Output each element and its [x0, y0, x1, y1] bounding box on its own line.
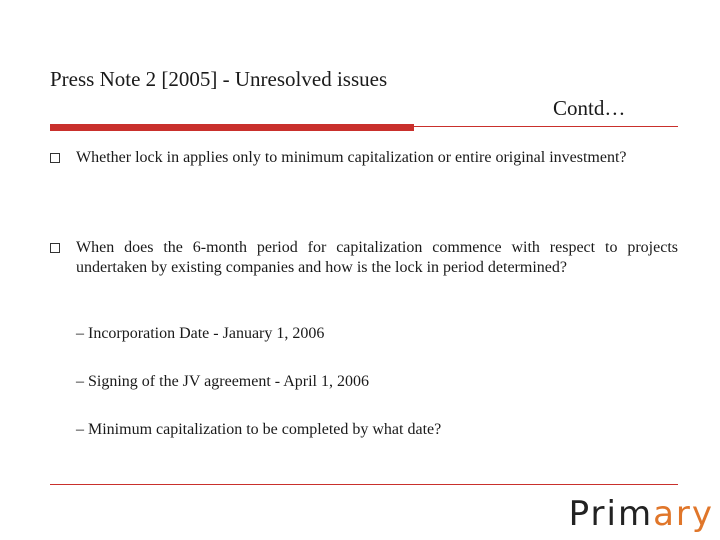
logo-part-orange: ary — [653, 494, 714, 534]
sub-item: – Signing of the JV agreement - April 1, 2006 — [76, 373, 369, 390]
square-bullet-icon — [50, 153, 60, 163]
bottom-divider — [50, 484, 678, 485]
logo-part-dark: Prim — [568, 494, 654, 534]
accent-bar — [50, 124, 414, 131]
bullet-item — [50, 238, 678, 278]
sub-item: – Minimum capitalization to be completed by what date? — [76, 421, 442, 438]
slide-title: Press Note 2 [2005] - Unresolved issues — [50, 67, 388, 91]
square-bullet-icon — [50, 243, 60, 253]
bullet-text: Whether lock in applies only to minimum capitalization or entire original investment? — [76, 149, 627, 166]
primary-logo — [569, 494, 714, 534]
slide-subtitle: Contd… — [553, 96, 626, 120]
bullet-text: When does the 6-month period for capitalization commence with respect to projects undertaken by existing companies and how is the lock in period determined? — [76, 239, 678, 276]
bullet-item — [50, 148, 678, 168]
sub-item: – Incorporation Date - January 1, 2006 — [76, 325, 325, 342]
